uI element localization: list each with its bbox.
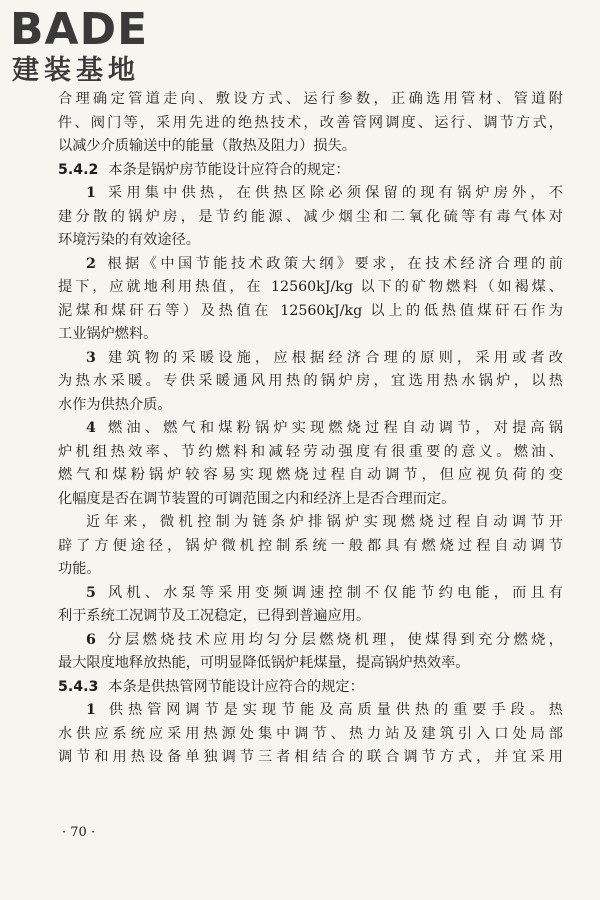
- line-text: 风机、水泵等采用变频调速控制不仅能节约电能，而且有: [103, 584, 563, 601]
- line-text: 建分散的锅炉房，是节约能源、减少烟尘和二氧化硫等有毒气体对: [58, 208, 563, 225]
- text-line: [58, 558, 563, 582]
- section-number: 5.4.2: [58, 161, 99, 178]
- line-text: 合理确定管道走向、敷设方式、运行参数，正确选用管材、管道附: [58, 91, 563, 107]
- text-line: [58, 535, 563, 559]
- line-text: 调节和用热设备单独调节三者相结合的联合调节方式，并宜采用: [58, 749, 563, 765]
- item-number: 1: [86, 185, 96, 201]
- line-text: 功能。: [58, 561, 101, 577]
- line-text: 本条是供热管网节能设计应符合的规定：: [108, 678, 364, 695]
- line-text: 供热管网调节是实现节能及高质量供热的重要手段。热: [103, 702, 563, 718]
- page-number: · 70 ·: [62, 825, 96, 840]
- bade-logo: [8, 6, 188, 86]
- text-line: [58, 652, 563, 676]
- item-number: 2: [86, 255, 96, 272]
- line-text: 燃气和煤粉锅炉较容易实现燃烧过程自动调节，但应视负荷的变: [58, 467, 563, 483]
- text-line: [58, 300, 563, 324]
- text-line: [58, 182, 563, 206]
- line-text: 为热水采暖。专供采暖通风用热的锅炉房，宜选用热水锅炉，以热: [58, 373, 563, 389]
- text-line: [58, 88, 563, 112]
- line-text: 水供应系统应采用热源处集中调节、热力站及建筑引入口处局部: [58, 725, 563, 742]
- text-line: [58, 159, 563, 183]
- line-text: 燃油、燃气和煤粉锅炉实现燃烧过程自动调节，对提高锅: [103, 420, 563, 436]
- text-line: [58, 511, 563, 535]
- text-line: [58, 676, 563, 700]
- line-text: 分层燃烧技术应用均匀分层燃烧机理，使煤得到充分燃烧，: [103, 631, 563, 648]
- line-text: 提下，应就地利用热值，在 12560kJ/kg 以下的矿物燃料（如褐煤、: [58, 279, 563, 295]
- line-text: 化幅度是否在调节装置的可调范围之内和经济上是否合理而定。: [58, 490, 456, 507]
- text-line: [58, 276, 563, 300]
- text-line: [58, 112, 563, 136]
- document-body: [58, 88, 563, 770]
- text-line: [58, 723, 563, 747]
- text-line: [58, 370, 563, 394]
- text-line: [58, 323, 563, 347]
- line-text: 建筑物的采暖设施，应根据经济合理的原则，采用或者改: [103, 349, 563, 366]
- line-text: 采用集中供热，在供热区除必须保留的现有锅炉房外，不: [103, 185, 563, 201]
- text-line: [58, 746, 563, 770]
- text-line: [58, 394, 563, 418]
- logo-chinese-text: 建装基地: [12, 55, 140, 86]
- line-text: 本条是锅炉房节能设计应符合的规定：: [108, 161, 350, 178]
- text-line: [58, 441, 563, 465]
- logo-wordmark: BADE: [10, 4, 149, 55]
- item-number: 1: [86, 702, 96, 718]
- line-text: 环境污染的有效途径。: [58, 232, 200, 248]
- line-text: 近年来，微机控制为链条炉排锅炉实现燃烧过程自动调节开: [86, 514, 563, 530]
- text-line: [58, 582, 563, 606]
- text-line: [58, 629, 563, 653]
- line-text: 最大限度地释放热能，可明显降低锅炉耗煤量，提高锅炉热效率。: [58, 655, 470, 671]
- item-number: 6: [86, 631, 96, 648]
- text-line: [58, 605, 563, 629]
- text-line: [58, 347, 563, 371]
- line-text: 以减少介质输送中的能量（散热及阻力）损失。: [58, 138, 356, 154]
- line-text: 水作为供热介质。: [58, 396, 172, 413]
- item-number: 4: [86, 420, 96, 436]
- line-text: 工业锅炉燃料。: [58, 326, 158, 342]
- item-number: 5: [86, 584, 96, 601]
- text-line: [58, 699, 563, 723]
- item-number: 3: [86, 349, 96, 366]
- text-line: [58, 488, 563, 512]
- line-text: 件、阀门等，采用先进的绝热技术，改善管网调度、运行、调节方式，: [58, 114, 563, 131]
- text-line: [58, 417, 563, 441]
- line-text: 根据《中国节能技术政策大纲》要求，在技术经济合理的前: [103, 255, 563, 272]
- line-text: 泥煤和煤矸石等）及热值在 12560kJ/kg 以上的低热值煤矸石作为: [58, 302, 563, 319]
- text-line: [58, 253, 563, 277]
- text-line: [58, 206, 563, 230]
- text-line: [58, 464, 563, 488]
- line-text: 炉机组热效率、节约燃料和减轻劳动强度有很重要的意义。燃油、: [58, 443, 563, 460]
- text-line: [58, 229, 563, 253]
- line-text: 辟了方便途径，锅炉微机控制系统一般都具有燃烧过程自动调节: [58, 537, 563, 554]
- section-number: 5.4.3: [58, 678, 99, 695]
- line-text: 利于系统工况调节及工况稳定，已得到普遍应用。: [58, 608, 371, 624]
- text-line: [58, 135, 563, 159]
